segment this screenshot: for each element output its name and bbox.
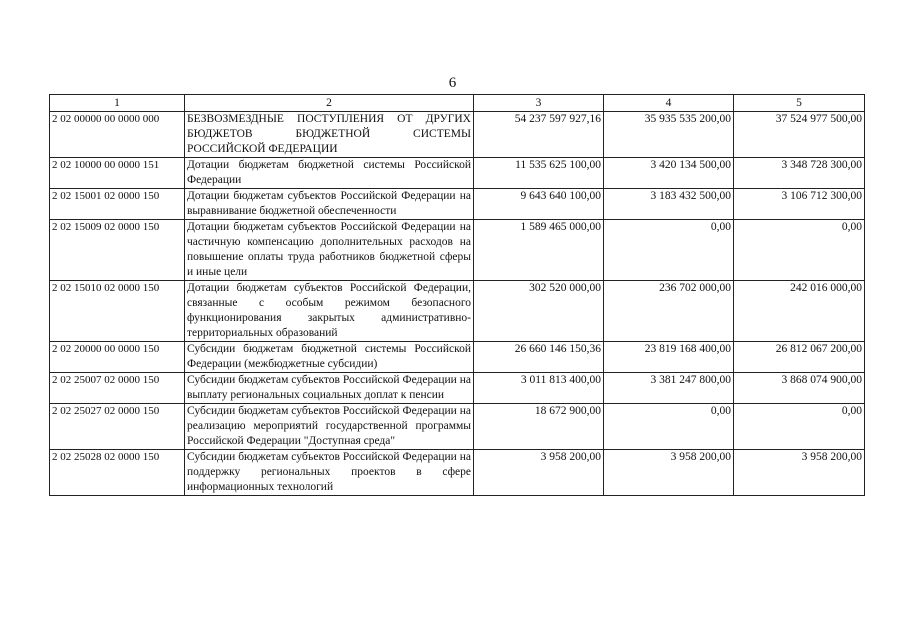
amount-cell: 3 958 200,00 — [604, 450, 734, 496]
description-cell: Дотации бюджетам субъектов Российской Федерации на частичную компенсацию дополнительных расходов на повышение оплаты труда работников бюджетной сферы и иные цели — [185, 220, 474, 281]
budget-code-cell: 2 02 15010 02 0000 150 — [50, 281, 185, 342]
amount-cell: 302 520 000,00 — [474, 281, 604, 342]
description-cell: Дотации бюджетам субъектов Российской Федерации, связанные с особым режимом безопасного функционирования закрытых административно-территориальных образований — [185, 281, 474, 342]
amount-cell: 236 702 000,00 — [604, 281, 734, 342]
description-cell: Дотации бюджетам субъектов Российской Федерации на выравнивание бюджетной обеспеченности — [185, 189, 474, 220]
table-row — [50, 281, 865, 342]
amount-cell: 3 011 813 400,00 — [474, 373, 604, 404]
budget-code-cell: 2 02 10000 00 0000 151 — [50, 158, 185, 189]
table-row — [50, 450, 865, 496]
description-cell: Субсидии бюджетам субъектов Российской Федерации на выплату региональных социальных доплат к пенсии — [185, 373, 474, 404]
column-header: 1 — [50, 95, 185, 112]
budget-code-cell: 2 02 00000 00 0000 000 — [50, 112, 185, 158]
description-cell: Дотации бюджетам бюджетной системы Российской Федерации — [185, 158, 474, 189]
amount-cell: 37 524 977 500,00 — [734, 112, 865, 158]
amount-cell: 3 106 712 300,00 — [734, 189, 865, 220]
column-header: 2 — [185, 95, 474, 112]
amount-cell: 3 348 728 300,00 — [734, 158, 865, 189]
table-row — [50, 342, 865, 373]
amount-cell: 3 868 074 900,00 — [734, 373, 865, 404]
amount-cell: 54 237 597 927,16 — [474, 112, 604, 158]
amount-cell: 0,00 — [734, 220, 865, 281]
budget-code-cell: 2 02 25007 02 0000 150 — [50, 373, 185, 404]
amount-cell: 3 183 432 500,00 — [604, 189, 734, 220]
table-row — [50, 404, 865, 450]
amount-cell: 35 935 535 200,00 — [604, 112, 734, 158]
description-cell: Субсидии бюджетам субъектов Российской Федерации на поддержку региональных проектов в сфере информационных технологий — [185, 450, 474, 496]
budget-code-cell: 2 02 15009 02 0000 150 — [50, 220, 185, 281]
column-header: 3 — [474, 95, 604, 112]
table-row — [50, 373, 865, 404]
amount-cell: 3 420 134 500,00 — [604, 158, 734, 189]
budget-code-cell: 2 02 25027 02 0000 150 — [50, 404, 185, 450]
column-header: 4 — [604, 95, 734, 112]
amount-cell: 26 660 146 150,36 — [474, 342, 604, 373]
amount-cell: 11 535 625 100,00 — [474, 158, 604, 189]
description-cell: Субсидии бюджетам бюджетной системы Российской Федерации (межбюджетные субсидии) — [185, 342, 474, 373]
amount-cell: 242 016 000,00 — [734, 281, 865, 342]
table-row — [50, 220, 865, 281]
page-number: 6 — [448, 75, 457, 91]
amount-cell: 3 958 200,00 — [734, 450, 865, 496]
amount-cell: 9 643 640 100,00 — [474, 189, 604, 220]
budget-code-cell: 2 02 20000 00 0000 150 — [50, 342, 185, 373]
budget-table — [49, 94, 865, 496]
amount-cell: 23 819 168 400,00 — [604, 342, 734, 373]
table-row — [50, 158, 865, 189]
budget-code-cell: 2 02 25028 02 0000 150 — [50, 450, 185, 496]
description-cell: Субсидии бюджетам субъектов Российской Федерации на реализацию мероприятий государственной программы Российской Федерации "Доступная среда" — [185, 404, 474, 450]
amount-cell: 26 812 067 200,00 — [734, 342, 865, 373]
table-row — [50, 112, 865, 158]
column-header: 5 — [734, 95, 865, 112]
amount-cell: 3 381 247 800,00 — [604, 373, 734, 404]
description-cell: БЕЗВОЗМЕЗДНЫЕ ПОСТУПЛЕНИЯ ОТ ДРУГИХ БЮДЖЕТОВ БЮДЖЕТНОЙ СИСТЕМЫ РОССИЙСКОЙ ФЕДЕРАЦИИ — [185, 112, 474, 158]
amount-cell: 0,00 — [734, 404, 865, 450]
amount-cell: 3 958 200,00 — [474, 450, 604, 496]
table-row — [50, 189, 865, 220]
amount-cell: 18 672 900,00 — [474, 404, 604, 450]
column-number-row — [50, 95, 865, 112]
budget-code-cell: 2 02 15001 02 0000 150 — [50, 189, 185, 220]
amount-cell: 1 589 465 000,00 — [474, 220, 604, 281]
amount-cell: 0,00 — [604, 404, 734, 450]
amount-cell: 0,00 — [604, 220, 734, 281]
